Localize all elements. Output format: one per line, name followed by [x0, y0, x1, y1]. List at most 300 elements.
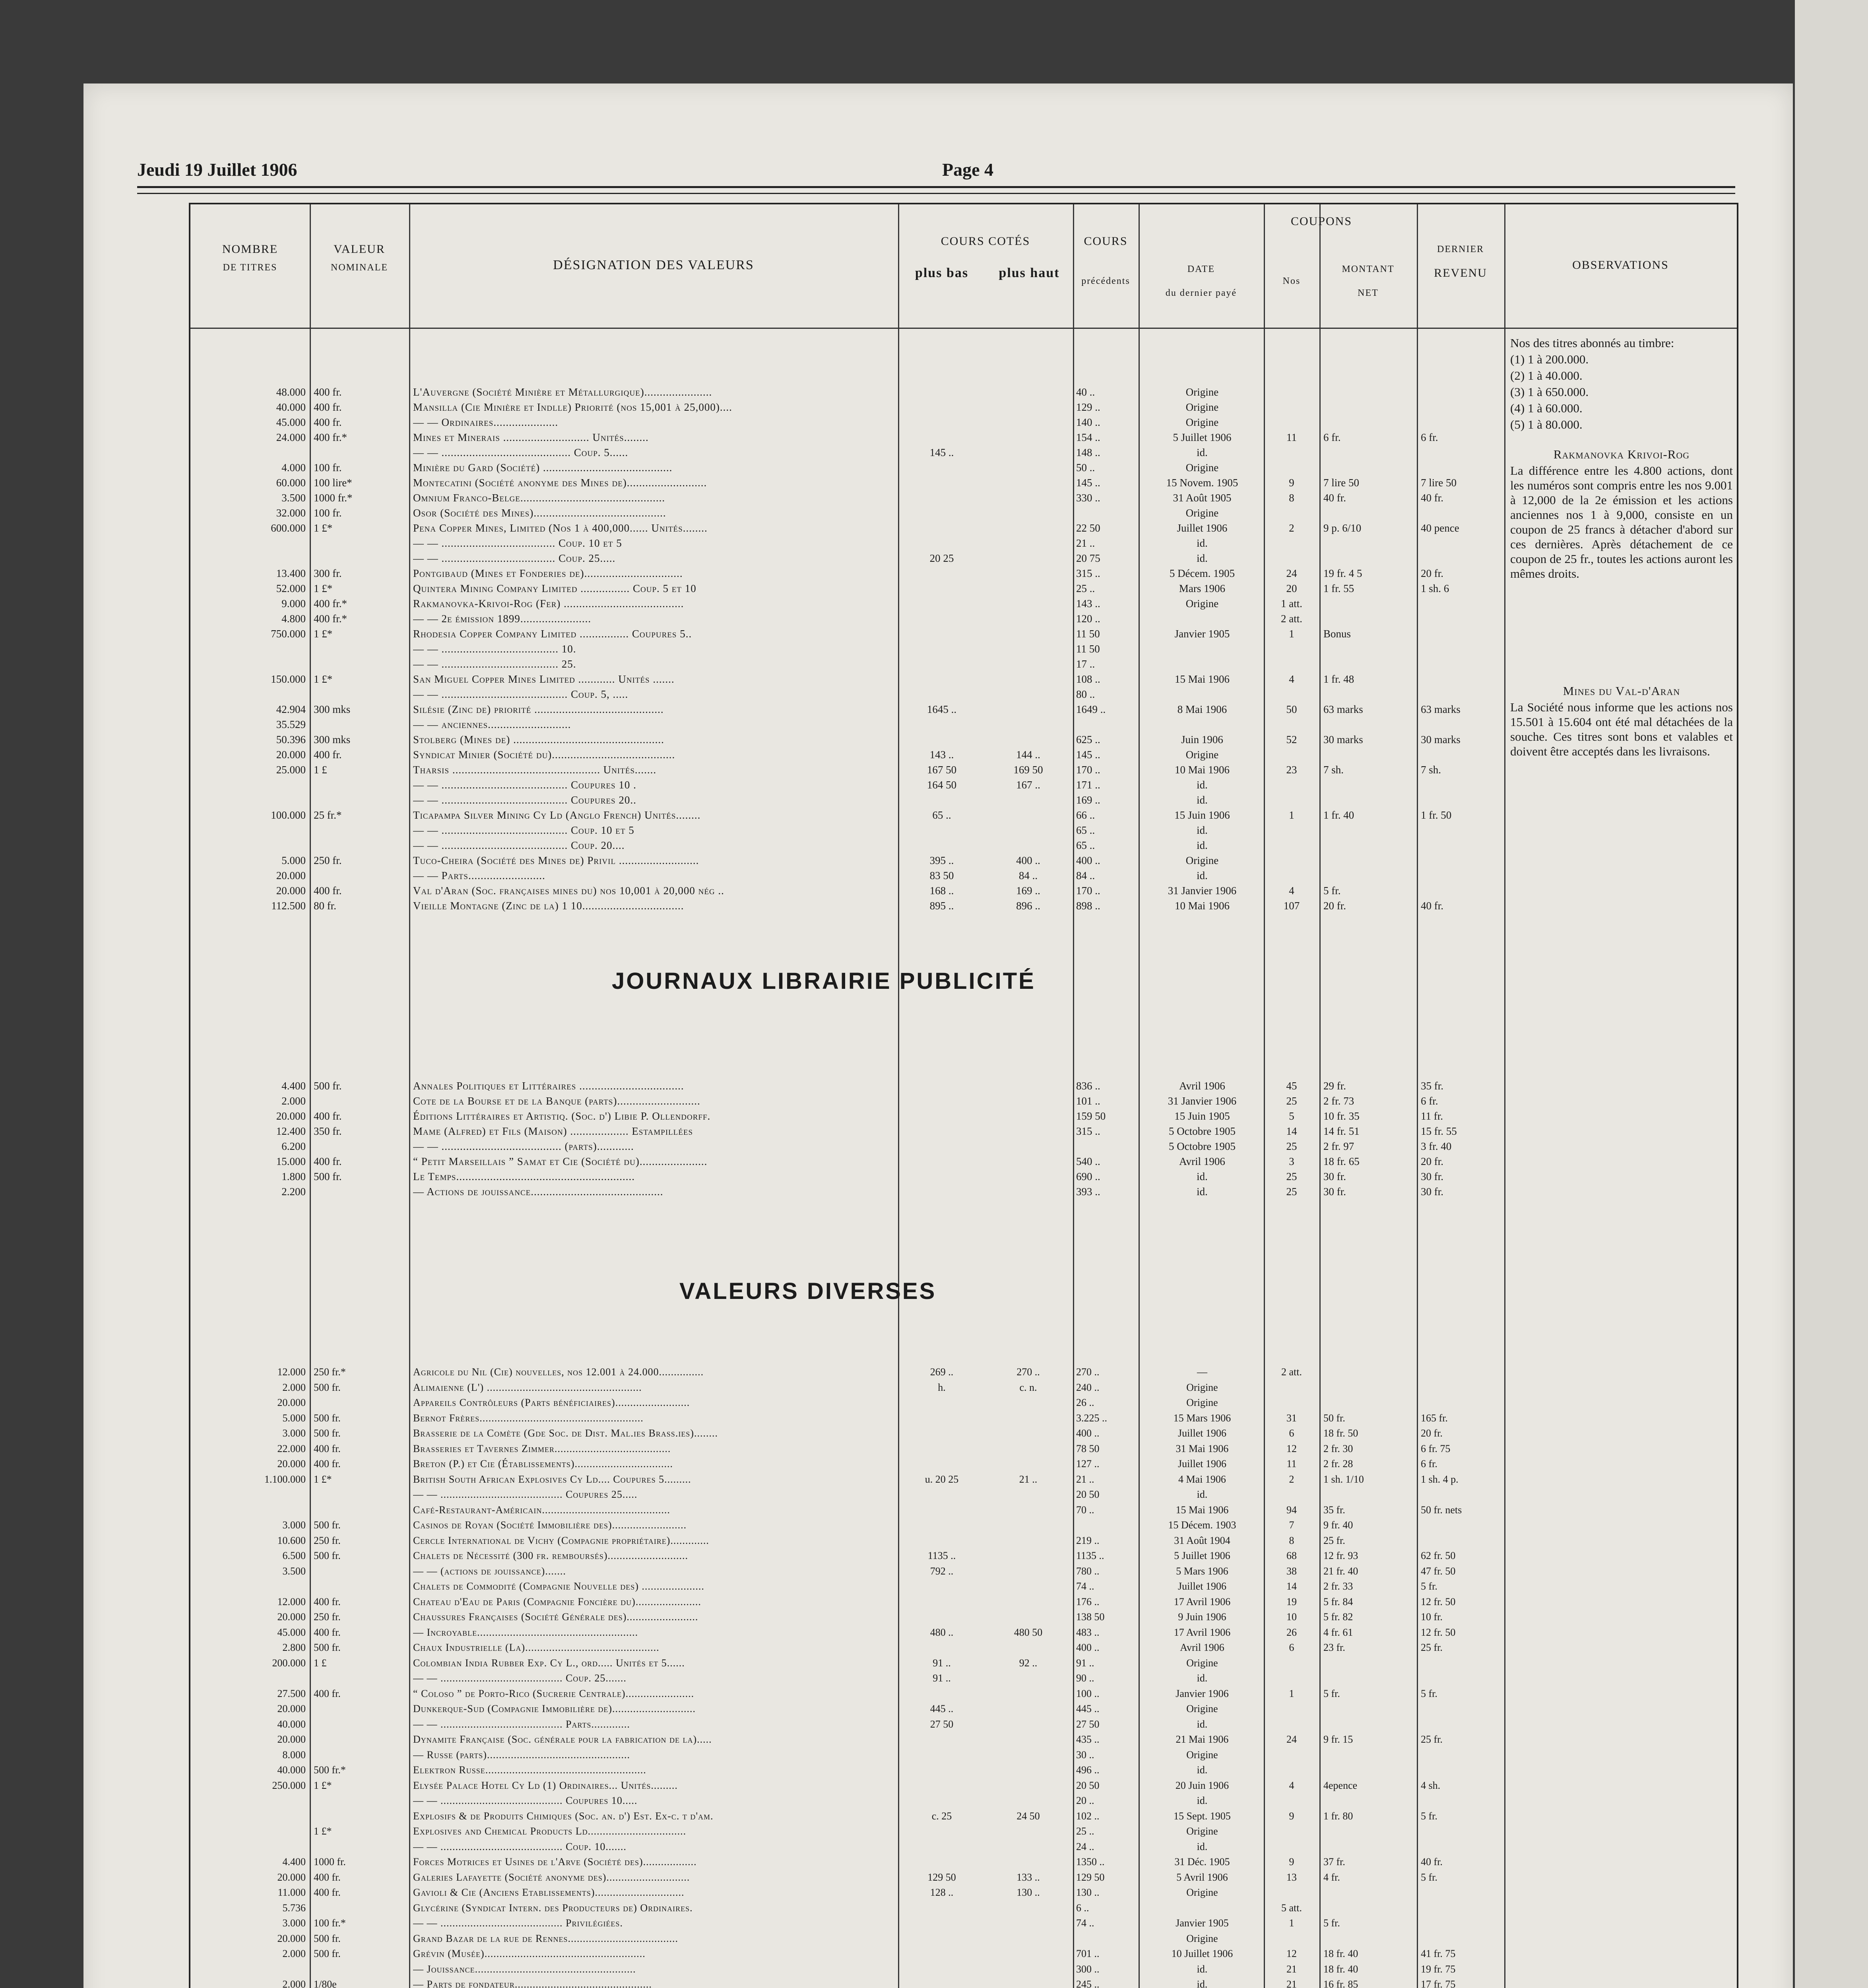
table-row — [190, 1978, 1504, 1988]
cell-c: 40 .. — [1076, 386, 1095, 398]
cell-c: 483 .. — [1076, 1626, 1100, 1638]
cell-c: 1135 .. — [1076, 1550, 1104, 1561]
table-row — [190, 1518, 1504, 1534]
cell-v: 400 fr. — [314, 1458, 341, 1470]
cell-d: Ticapampa Silver Mining Cy Ld (Anglo French) Unités........ — [413, 809, 701, 821]
cell-n: 5.000 — [282, 1412, 306, 1424]
cell-n: 2.800 — [282, 1642, 306, 1653]
cell-date: id. — [1197, 839, 1208, 851]
cell-v: 400 fr. — [314, 1871, 341, 1883]
cell-no: 52 — [1286, 734, 1297, 746]
cell-no: 2 — [1289, 1473, 1294, 1485]
cell-m: 5 fr. — [1323, 1917, 1340, 1929]
cell-d: Breton (P.) et Cie (Établissements)................................. — [413, 1458, 673, 1470]
cell-m: 1 fr. 40 — [1323, 809, 1354, 821]
cell-date: Origine — [1186, 1932, 1218, 1944]
cell-m: 2 fr. 28 — [1323, 1458, 1353, 1470]
cell-h: 167 .. — [1016, 779, 1040, 791]
cell-d: Agricole du Nil (Cie) nouvelles, nos 12.001 à 24.000............... — [413, 1366, 704, 1378]
cell-no: 50 — [1286, 703, 1297, 715]
cell-d: Tharsis ................................................ Unités....... — [413, 764, 657, 776]
cell-no: 9 — [1289, 1810, 1294, 1822]
cell-c: 108 .. — [1076, 673, 1100, 685]
cell-date: Origine — [1186, 1825, 1218, 1837]
cell-h: 270 .. — [1016, 1366, 1040, 1378]
cell-b: 128 .. — [930, 1887, 954, 1898]
cell-m: 10 fr. 35 — [1323, 1110, 1360, 1122]
cell-b: 20 25 — [929, 552, 954, 564]
cell-m: 21 fr. 40 — [1323, 1565, 1358, 1577]
table-row — [190, 672, 1504, 687]
table-row — [190, 733, 1504, 748]
cell-date: Origine — [1186, 1887, 1218, 1898]
cell-d: Rakmanovka-Krivoi-Rog (Fer) ....................................... — [413, 598, 684, 610]
cell-no: 1 — [1289, 628, 1294, 640]
cell-d: — — Parts......................... — [413, 870, 545, 881]
cell-c: 393 .. — [1076, 1186, 1100, 1198]
cell-v: 1000 fr. — [314, 1856, 346, 1868]
cell-c: 219 .. — [1076, 1534, 1100, 1546]
cell-date: id. — [1197, 1840, 1208, 1852]
table-row — [190, 1656, 1504, 1672]
cell-c: 20 50 — [1076, 1489, 1100, 1500]
cell-m: 2 fr. 33 — [1323, 1580, 1353, 1592]
cell-c: 445 .. — [1076, 1703, 1100, 1714]
cell-b: u. 20 25 — [925, 1473, 959, 1485]
cell-r: 4 sh. — [1421, 1779, 1441, 1791]
cell-n: 32.000 — [276, 507, 306, 519]
cell-d: — — ......................................... Coupures 10..... — [413, 1795, 638, 1806]
cell-c: 66 .. — [1076, 809, 1095, 821]
cell-m: 1 sh. 1/10 — [1323, 1473, 1364, 1485]
cell-date: Mars 1906 — [1179, 582, 1226, 594]
cell-no: 9 — [1289, 477, 1294, 489]
cell-r: 6 fr. — [1421, 1458, 1437, 1470]
cell-m: 18 fr. 40 — [1323, 1948, 1358, 1959]
cell-c: 91 .. — [1076, 1657, 1094, 1669]
cell-m: 29 fr. — [1323, 1080, 1346, 1092]
cell-no: 14 — [1286, 1125, 1297, 1137]
cell-n: 12.000 — [277, 1596, 306, 1607]
table-row — [190, 551, 1504, 567]
cell-c: 20 75 — [1076, 552, 1100, 564]
cell-c: 1649 .. — [1076, 703, 1106, 715]
cell-date: 31 Déc. 1905 — [1174, 1856, 1230, 1868]
cell-b: 91 .. — [933, 1657, 951, 1669]
cell-date: 31 Janvier 1906 — [1168, 1095, 1237, 1107]
cell-n: 20.000 — [276, 1110, 306, 1122]
table-row — [190, 1565, 1504, 1580]
cell-no: 4 — [1289, 885, 1294, 897]
cell-date: Juillet 1906 — [1177, 1580, 1227, 1592]
cell-d: — — ..................................... Coup. 25..... — [413, 552, 616, 564]
cell-v: 1 £* — [314, 1473, 332, 1485]
cell-date: Avril 1906 — [1179, 1155, 1225, 1167]
cell-no: 23 — [1286, 764, 1297, 776]
cell-c: 127 .. — [1076, 1458, 1100, 1470]
cell-c: 138 50 — [1076, 1611, 1105, 1623]
cell-d: Quintera Mining Company Limited ................ Coup. 5 et 10 — [413, 582, 696, 594]
cell-date: Origine — [1185, 854, 1219, 866]
cell-v: 400 fr. — [314, 885, 342, 897]
cell-n: 1.800 — [281, 1171, 306, 1182]
cell-c: 27 50 — [1076, 1718, 1100, 1730]
cell-r: 41 fr. 75 — [1421, 1948, 1456, 1959]
cell-v: 400 fr.* — [314, 598, 347, 610]
table-row — [190, 1365, 1504, 1381]
cell-d: — Incroyable...................................................... — [413, 1626, 638, 1638]
cell-date: Origine — [1186, 1381, 1218, 1393]
cell-b: 143 .. — [929, 749, 954, 761]
cell-no: 3 — [1289, 1155, 1294, 1167]
cell-h: 130 .. — [1016, 1887, 1040, 1898]
cell-r: 63 marks — [1421, 703, 1461, 715]
cell-no: 5 att. — [1281, 1902, 1302, 1914]
cell-date: 17 Avril 1906 — [1174, 1626, 1231, 1638]
cell-c: 159 50 — [1076, 1110, 1106, 1122]
quotation-table — [189, 203, 1738, 1988]
cell-d: — Parts de fondateur.............................................. — [413, 1978, 652, 1988]
cell-no: 21 — [1286, 1978, 1297, 1988]
cell-c: 74 .. — [1076, 1917, 1094, 1929]
col-date-header: DATE — [1187, 264, 1215, 274]
cell-b: h. — [938, 1381, 946, 1393]
cell-n: 35.529 — [276, 718, 306, 730]
cell-date: id. — [1197, 1672, 1208, 1684]
cell-r: 20 fr. — [1421, 1427, 1443, 1439]
cell-m: 7 lire 50 — [1323, 477, 1359, 489]
table-row — [190, 1473, 1504, 1488]
table-row — [190, 1079, 1504, 1094]
cell-r: 40 fr. — [1421, 492, 1443, 504]
cell-c: 20 50 — [1076, 1779, 1100, 1791]
cell-v: 400 fr. — [314, 401, 342, 413]
cell-m: 6 fr. — [1323, 431, 1341, 443]
table-row — [190, 718, 1504, 733]
cell-n: 2.000 — [282, 1381, 306, 1393]
cell-d: Explosives and Chemical Products Ld................................. — [413, 1825, 687, 1837]
cell-c: 100 .. — [1076, 1687, 1100, 1699]
cell-c: 690 .. — [1076, 1171, 1100, 1182]
table-row — [190, 1381, 1504, 1396]
cell-no: 2 att. — [1281, 613, 1302, 625]
cell-n: 52.000 — [276, 582, 306, 594]
cell-v: 400 fr. — [314, 749, 342, 761]
cell-r: 20 fr. — [1421, 567, 1443, 579]
cell-d: British South African Explosives Cy Ld.... Coupures 5......... — [413, 1473, 691, 1485]
cell-d: Grand Bazar de la rue de Rennes..................................... — [413, 1932, 678, 1944]
cell-m: 20 fr. — [1323, 900, 1346, 912]
cell-c: 898 .. — [1076, 900, 1100, 912]
cell-c: 129 .. — [1076, 401, 1100, 413]
cell-r: 7 sh. — [1421, 764, 1441, 776]
cell-v: 250 fr. — [314, 1611, 341, 1623]
cell-date: Juillet 1906 — [1177, 1458, 1227, 1470]
cell-n: 20.000 — [277, 1932, 306, 1944]
cell-no: 94 — [1286, 1504, 1297, 1516]
cell-v: 100 lire* — [314, 477, 352, 489]
cell-date: Origine — [1186, 1703, 1218, 1714]
cell-r: 19 fr. 75 — [1421, 1963, 1456, 1975]
cell-n: 20.000 — [277, 1397, 306, 1408]
cell-v: 500 fr. — [314, 1080, 342, 1092]
diverses-rows — [190, 1365, 1504, 1988]
cell-date: Origine — [1185, 462, 1219, 474]
cell-d: — Actions de jouissance........................................... — [413, 1186, 663, 1198]
cell-d: Dynamite Française (Soc. générale pour la fabrication de la)..... — [413, 1734, 712, 1745]
cell-v: 500 fr. — [314, 1550, 341, 1561]
cell-no: 2 — [1289, 522, 1294, 534]
cell-m: 19 fr. 4 5 — [1323, 567, 1362, 579]
cell-m: 2 fr. 97 — [1323, 1140, 1354, 1152]
cell-r: 12 fr. 50 — [1421, 1626, 1456, 1638]
cell-d: — Jouissance...................................................... — [413, 1963, 636, 1975]
obs-rakmanovka: Rakmanovka Krivoi-Rog La différence entre les 4.800 actions, dont les numéros sont compris entre les nos 9.001 à 12,000 de la 2e émission et les actions anciennes nos 1 à 9,000, consiste en un coupon de 25 francs à détacher d'abord sur ces dernières. Après détachement de ce coupon de 25 fr., toutes les actions auront les mêmes droits. — [1510, 447, 1733, 580]
cell-v: 500 fr. — [314, 1519, 341, 1531]
cell-h: 92 .. — [1019, 1657, 1038, 1669]
cell-r: 62 fr. 50 — [1421, 1550, 1456, 1561]
table-row — [190, 899, 1504, 914]
cell-n: 4.400 — [281, 1080, 306, 1092]
cell-h: 169 50 — [1013, 764, 1043, 776]
cell-date: 5 Décem. 1905 — [1169, 567, 1235, 579]
cell-d: — — ......................................... Privilégiées. — [413, 1917, 623, 1929]
cell-d: Chateau d'Eau de Paris (Compagnie Foncière du)...................... — [413, 1596, 701, 1607]
cell-v: 400 fr. — [314, 1442, 341, 1454]
cell-c: 84 .. — [1076, 870, 1095, 881]
cell-b: 445 .. — [930, 1703, 954, 1714]
table-row — [190, 1094, 1504, 1109]
cell-date: id. — [1197, 1764, 1208, 1776]
table-row — [190, 854, 1504, 869]
cell-b: 164 50 — [927, 779, 957, 791]
cell-v: 1 £* — [314, 1825, 332, 1837]
cell-d: Explosifs & de Produits Chimiques (Soc. an. d') Est. Ex-c. t d'am. — [413, 1810, 714, 1822]
table-row — [190, 642, 1504, 657]
cell-n: 13.400 — [276, 567, 306, 579]
cell-n: 9.000 — [281, 598, 306, 610]
cell-d: Brasseries et Tavernes Zimmer....................................... — [413, 1442, 671, 1454]
table-row — [190, 1580, 1504, 1595]
cell-date: 5 Mars 1906 — [1176, 1565, 1228, 1577]
cell-n: 2.200 — [281, 1186, 306, 1198]
cell-h: 84 .. — [1018, 870, 1038, 881]
cell-d: — — anciennes........................... — [413, 718, 571, 730]
cell-m: 2 fr. 73 — [1323, 1095, 1354, 1107]
cell-date: 15 Mars 1906 — [1173, 1412, 1231, 1424]
table-row — [190, 385, 1504, 400]
cell-d: — — ...................................... 10. — [413, 643, 576, 655]
table-row — [190, 1534, 1504, 1549]
cell-date: 9 Juin 1906 — [1178, 1611, 1226, 1623]
cell-date: Avril 1906 — [1180, 1642, 1224, 1653]
cell-r: 5 fr. — [1421, 1580, 1437, 1592]
cell-date: Origine — [1186, 1397, 1218, 1408]
cell-v: 500 fr. — [314, 1171, 342, 1182]
cell-d: Montecatini (Société anonyme des Mines de).......................... — [413, 477, 707, 489]
cell-d: — — ..................................... Coup. 10 et 5 — [413, 537, 622, 549]
cell-d: Le Temps.......................................................... — [413, 1171, 635, 1182]
cell-m: 18 fr. 65 — [1323, 1155, 1360, 1167]
cell-r: 6 fr. — [1421, 431, 1438, 443]
table-row — [190, 1457, 1504, 1473]
cell-date: Janvier 1906 — [1176, 1687, 1229, 1699]
table-row — [190, 1155, 1504, 1170]
table-row — [190, 1886, 1504, 1901]
cell-d: — — ......................................... Coup. 10 et 5 — [413, 824, 634, 836]
cell-m: 9 p. 6/10 — [1323, 522, 1362, 534]
cell-d: Syndicat Minier (Société du)........................................ — [413, 749, 675, 761]
cell-n: 8.000 — [282, 1749, 306, 1761]
cell-n: 50.396 — [276, 734, 306, 746]
table-row — [190, 476, 1504, 491]
cell-c: 101 .. — [1076, 1095, 1100, 1107]
table-row — [190, 778, 1504, 793]
cell-d: — — ...................................... 25. — [413, 658, 576, 670]
cell-v: 350 fr. — [314, 1125, 342, 1137]
cell-v: 400 fr. — [314, 1887, 341, 1898]
cell-m: 30 fr. — [1323, 1171, 1346, 1182]
cell-v: 1000 fr.* — [314, 492, 353, 504]
col-revenu-header: REVENU — [1434, 266, 1487, 280]
cell-c: 145 .. — [1076, 749, 1100, 761]
cell-n: 3.500 — [282, 1565, 306, 1577]
cell-no: 9 — [1289, 1856, 1294, 1868]
cell-date: id. — [1197, 794, 1208, 806]
table-row — [190, 1427, 1504, 1442]
cell-no: 107 — [1283, 900, 1300, 912]
page-date: Jeudi 19 Juillet 1906 — [137, 159, 297, 180]
table-row — [190, 1610, 1504, 1626]
col-no-header: Nos — [1282, 276, 1301, 286]
cell-b: 168 .. — [929, 885, 954, 897]
cell-date: — — [1197, 1366, 1207, 1378]
cell-r: 3 fr. 40 — [1421, 1140, 1452, 1152]
cell-no: 21 — [1286, 1963, 1297, 1975]
cell-d: Rhodesia Copper Company Limited ................ Coupures 5.. — [413, 628, 692, 640]
cell-c: 102 .. — [1076, 1810, 1100, 1822]
cell-date: 15 Mai 1906 — [1176, 1504, 1229, 1516]
cell-d: Bernot Frères....................................................... — [413, 1412, 644, 1424]
cell-r: 11 fr. — [1421, 1110, 1443, 1122]
col-montant-header: MONTANT — [1342, 264, 1395, 274]
col-coupons-header: COUPONS — [1290, 215, 1352, 228]
cell-r: 7 lire 50 — [1421, 477, 1457, 489]
cell-no: 24 — [1286, 1734, 1297, 1745]
col-rule — [1504, 204, 1505, 1988]
cell-h: 133 .. — [1016, 1871, 1040, 1883]
cell-m: 18 fr. 50 — [1323, 1427, 1358, 1439]
cell-date: Janvier 1905 — [1176, 1917, 1229, 1929]
cell-no: 31 — [1286, 1412, 1297, 1424]
cell-d: Casinos de Royan (Société Immobilière des)......................... — [413, 1519, 687, 1531]
cell-n: 20.000 — [276, 870, 306, 881]
cell-m: 1 fr. 48 — [1323, 673, 1354, 685]
cell-n: 5.000 — [281, 854, 306, 866]
cell-h: 400 .. — [1016, 854, 1040, 866]
cell-no: 11 — [1286, 431, 1297, 443]
cell-m: 23 fr. — [1323, 1642, 1345, 1653]
cell-r: 12 fr. 50 — [1421, 1596, 1456, 1607]
table-row — [190, 657, 1504, 672]
cell-d: Café-Restaurant-Américain........................................... — [413, 1504, 670, 1516]
cell-r: 20 fr. — [1421, 1155, 1443, 1167]
cell-r: 30 fr. — [1421, 1171, 1443, 1182]
cell-n: 20.000 — [277, 1458, 306, 1470]
cell-c: 400 .. — [1076, 1642, 1100, 1653]
cell-v: 400 fr. — [314, 386, 342, 398]
col-cours-cotes-header: COURS COTÉS — [941, 235, 1030, 248]
cell-m: 12 fr. 93 — [1323, 1550, 1358, 1561]
cell-c: 24 .. — [1076, 1840, 1094, 1852]
cell-v: 500 fr. — [314, 1381, 341, 1393]
cell-n: 4.000 — [281, 462, 306, 474]
cell-no: 10 — [1286, 1611, 1297, 1623]
cell-b: 1135 .. — [927, 1550, 956, 1561]
cell-h: 21 .. — [1019, 1473, 1038, 1485]
cell-date: 31 Janvier 1906 — [1168, 885, 1237, 897]
table-row — [190, 1932, 1504, 1947]
header-rule — [137, 186, 1735, 194]
cell-c: 143 .. — [1076, 598, 1100, 610]
cell-v: 1 £ — [314, 764, 327, 776]
cell-v: 500 fr. — [314, 1932, 341, 1944]
cell-m: 1 fr. 55 — [1323, 582, 1354, 594]
cell-c: 20 .. — [1076, 1795, 1094, 1806]
table-row — [190, 461, 1504, 476]
table-row — [190, 1626, 1504, 1641]
cell-h: c. n. — [1019, 1381, 1037, 1393]
cell-d: Mines et Minerais ............................ Unités........ — [413, 431, 649, 443]
cell-d: Gavioli & Cie (Anciens Etablissements).............................. — [413, 1887, 685, 1898]
cell-n: 6.200 — [281, 1140, 306, 1152]
cell-d: Cote de la Bourse et de la Banque (parts)........................... — [413, 1095, 700, 1107]
cell-c: 3.225 .. — [1076, 1412, 1107, 1424]
cell-d: Cercle International de Vichy (Compagnie propriétaire)............. — [413, 1534, 709, 1546]
col-nombre-header: NOMBRE DE TITRES — [222, 243, 278, 273]
cell-no: 1 — [1289, 1917, 1294, 1929]
table-row — [190, 446, 1504, 461]
cell-date: Juillet 1906 — [1177, 1427, 1227, 1439]
cell-m: 35 fr. — [1323, 1504, 1345, 1516]
cell-r: 1 sh. 6 — [1421, 582, 1449, 594]
cell-date: 15 Juin 1905 — [1174, 1110, 1230, 1122]
cell-d: Éditions Littéraires et Artistiq. (Soc. d') Libie P. Ollendorff. — [413, 1110, 711, 1122]
table-row — [190, 884, 1504, 899]
table-row — [190, 1442, 1504, 1458]
cell-date: 15 Décem. 1903 — [1168, 1519, 1236, 1531]
table-row — [190, 567, 1504, 582]
obs-val-daran: Mines du Val-d'Aran La Société nous informe que les actions nos 15.501 à 15.604 ont été mal détachées de la souche. Ces titres sont bons et valables et doivent être acceptés dans les livraisons. — [1510, 684, 1733, 758]
cell-n: 11.000 — [277, 1887, 306, 1898]
col-observations-header: OBSERVATIONS — [1572, 258, 1669, 272]
cell-c: 240 .. — [1076, 1381, 1100, 1393]
cell-c: 780 .. — [1076, 1565, 1100, 1577]
cell-c: 17 .. — [1076, 658, 1095, 670]
cell-r: 10 fr. — [1421, 1611, 1443, 1623]
cell-date: 31 Août 1905 — [1173, 492, 1232, 504]
cell-h: 24 50 — [1016, 1810, 1040, 1822]
cell-n: 20.000 — [276, 749, 306, 761]
table-row — [190, 1809, 1504, 1825]
cell-c: 78 50 — [1076, 1442, 1100, 1454]
cell-n: 4.800 — [281, 613, 306, 625]
table-row — [190, 1963, 1504, 1978]
table-row — [190, 869, 1504, 884]
cell-no: 24 — [1286, 567, 1297, 579]
cell-no: 5 — [1289, 1110, 1294, 1122]
cell-date: Avril 1906 — [1179, 1080, 1225, 1092]
